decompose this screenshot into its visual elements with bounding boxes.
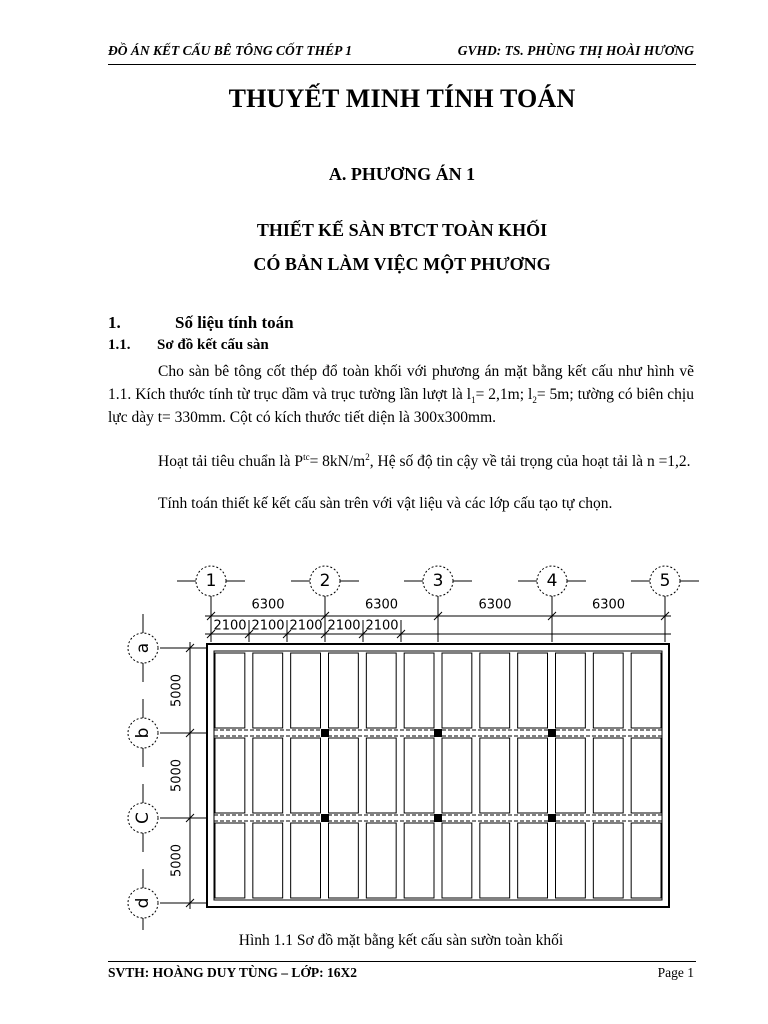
- heading-1-1-text: Sơ đồ kết cấu sàn: [157, 337, 269, 353]
- slab-panel-34: [556, 823, 586, 898]
- outer-wall-inner-edge: [214, 651, 662, 900]
- column-4: [434, 814, 442, 822]
- heading-1-1-number: 1.1.: [108, 337, 131, 353]
- slab-panel-4: [329, 653, 359, 728]
- subspan-dimension-3: 2100: [289, 618, 323, 634]
- para2-text-b: = 8kN/m: [309, 453, 366, 470]
- slab-panel-13: [215, 738, 245, 813]
- slab-panel-1: [215, 653, 245, 728]
- row-axis-label-4: d: [133, 897, 153, 909]
- column-1: [321, 729, 329, 737]
- column-6: [548, 814, 556, 822]
- subspan-dimension-1: 2100: [213, 618, 247, 634]
- row-dimension-3: 5000: [169, 843, 185, 878]
- slab-panel-8: [480, 653, 510, 728]
- paragraph-2: [108, 450, 694, 473]
- span-dimension-1: 6300: [251, 597, 285, 613]
- slab-panel-24: [631, 738, 661, 813]
- slab-panel-19: [442, 738, 472, 813]
- paragraph-3: [108, 492, 694, 515]
- row-axis-label-2: b: [133, 727, 153, 739]
- page-title: THUYẾT MINH TÍNH TOÁN: [228, 84, 576, 113]
- para2-sup-a: tc: [303, 451, 310, 462]
- subspan-dimension-4: 2100: [327, 618, 361, 634]
- span-dimension-3: 6300: [478, 597, 512, 613]
- column-axis-label-5: 5: [659, 571, 671, 591]
- slab-panel-5: [366, 653, 396, 728]
- span-dimension-4: 6300: [591, 597, 626, 613]
- slab-panel-26: [253, 823, 283, 898]
- slab-panel-10: [556, 653, 586, 728]
- slab-panel-14: [253, 738, 283, 813]
- figure-caption: Hình 1.1 Sơ đồ mặt bằng kết cấu sàn sườn toàn khối: [238, 932, 564, 949]
- slab-panel-18: [404, 738, 434, 813]
- slab-panel-29: [366, 823, 396, 898]
- section-heading: A. PHƯƠNG ÁN 1: [328, 164, 476, 184]
- subspan-dimension-5: 2100: [365, 618, 399, 634]
- row-dimension-2: 5000: [169, 758, 185, 793]
- slab-panel-9: [518, 653, 548, 728]
- floor-plan-diagram: [0, 530, 768, 930]
- paragraph-1: [108, 360, 694, 429]
- slab-panel-28: [329, 823, 359, 898]
- slab-panel-22: [556, 738, 586, 813]
- slab-panel-3: [291, 653, 321, 728]
- para3-text: Tính toán thiết kế kết cấu sàn trên với vật liệu và các lớp cấu tạo tự chọn.: [158, 495, 613, 512]
- slab-panel-21: [518, 738, 548, 813]
- slab-panel-7: [442, 653, 472, 728]
- subtitle-1: THIẾT KẾ SÀN BTCT TOÀN KHỐI: [256, 220, 548, 240]
- slab-panel-36: [631, 823, 661, 898]
- slab-panel-35: [593, 823, 623, 898]
- slab-panel-33: [518, 823, 548, 898]
- para1-text-b: = 2,1m; l: [475, 386, 533, 403]
- heading-1-text: Số liệu tính toán: [175, 313, 294, 332]
- column-axis-label-1: 1: [205, 571, 217, 591]
- row-axis-label-1: a: [133, 642, 153, 654]
- para1-sub-a: 1: [471, 395, 476, 406]
- column-2: [321, 814, 329, 822]
- slab-panel-11: [593, 653, 623, 728]
- para2-sup-b: 2: [365, 451, 370, 462]
- header-course: ĐỒ ÁN KẾT CẤU BÊ TÔNG CỐT THÉP 1: [108, 43, 353, 58]
- header-advisor: GVHD: TS. PHÙNG THỊ HOÀI HƯƠNG: [457, 43, 694, 58]
- slab-panel-27: [291, 823, 321, 898]
- para1-text-c: = 5m; tường có biên chịu lực dày t= 330mm. Cột có kích thước tiết diện là 300x300mm.: [108, 386, 694, 426]
- slab-panel-25: [215, 823, 245, 898]
- slab-panel-17: [366, 738, 396, 813]
- slab-panel-12: [631, 653, 661, 728]
- subspan-dimension-2: 2100: [251, 618, 285, 634]
- para2-text-a: Hoạt tải tiêu chuẩn là P: [158, 453, 304, 470]
- slab-panel-31: [442, 823, 472, 898]
- column-axis-label-3: 3: [432, 571, 444, 591]
- column-5: [548, 729, 556, 737]
- footer-page-number: Page 1: [657, 965, 694, 980]
- column-axis-label-2: 2: [319, 571, 331, 591]
- outer-wall-outer-edge: [207, 644, 669, 907]
- heading-1-number: 1.: [108, 313, 121, 332]
- slab-panel-2: [253, 653, 283, 728]
- span-dimension-2: 6300: [364, 597, 399, 613]
- row-axis-label-3: C: [133, 812, 153, 824]
- page-header: [108, 40, 696, 65]
- para1-text-a: Cho sàn bê tông cốt thép đổ toàn khối với phương án mặt bằng kết cấu như hình vẽ 1.1. Kích thước tính từ trục dầm và trục tường lần lượt là l: [108, 363, 694, 403]
- para2-text-c: , Hệ số độ tin cậy về tải trọng của hoạt tải là n =1,2.: [369, 453, 691, 470]
- page-footer: [108, 961, 696, 984]
- slab-panel-20: [480, 738, 510, 813]
- slab-panel-23: [593, 738, 623, 813]
- para1-sub-b: 2: [532, 395, 537, 406]
- slab-panel-6: [404, 653, 434, 728]
- subtitle-2: CÓ BẢN LÀM VIỆC MỘT PHƯƠNG: [253, 254, 551, 274]
- column-3: [434, 729, 442, 737]
- footer-student: SVTH: HOÀNG DUY TÙNG – LỚP: 16X2: [108, 965, 358, 980]
- slab-panel-16: [329, 738, 359, 813]
- slab-panel-30: [404, 823, 434, 898]
- slab-panel-32: [480, 823, 510, 898]
- column-axis-label-4: 4: [546, 571, 558, 591]
- row-dimension-1: 5000: [169, 673, 185, 708]
- slab-panel-15: [291, 738, 321, 813]
